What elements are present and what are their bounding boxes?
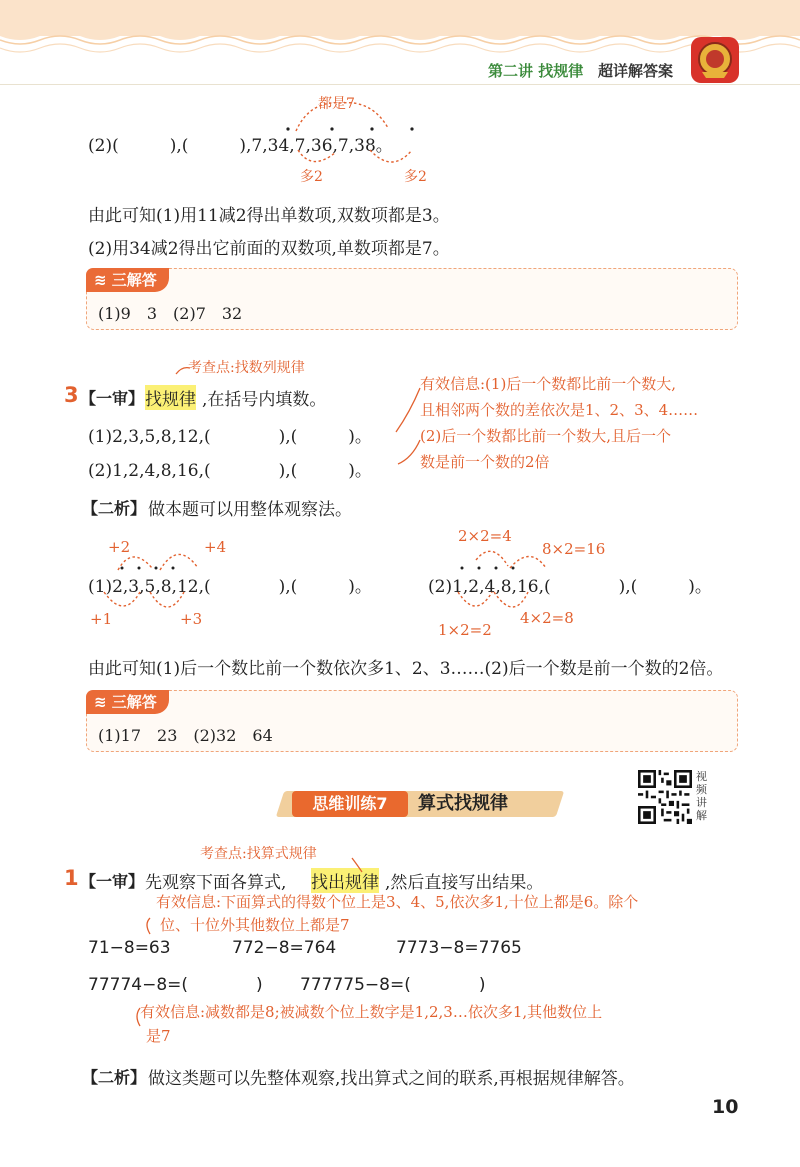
section-banner [280,789,564,819]
qr-code-icon[interactable] [638,770,692,824]
prev-note-right: 多2 [404,169,427,185]
diagram2-bottom-1: 1×2=2 [438,621,492,639]
prev-answer-text: (1)9 3 (2)7 32 [98,304,243,323]
q3-step1-label: 【一审】 [80,389,145,408]
qr-caption: 视频讲解 [696,770,707,822]
q3-keyword: 找规律 [145,385,196,410]
q3-info-3: (2)后一个数都比前一个数大,且后一个 [420,427,672,445]
q1-prefix: 先观察下面各算式, [145,873,287,893]
q3-check-note: 考查点:找数列规律 [188,360,305,376]
section-title: 算式找规律 [418,793,508,814]
header-divider [0,84,800,85]
q1-check-note: 考查点:找算式规律 [200,846,317,862]
section-label: 思维训练7 [292,791,408,817]
q3-info-4: 数是前一个数的2倍 [420,453,550,471]
q1-info-2: 位、十位外其他数位上都是7 [160,916,350,934]
diagram1-plus3: +3 [180,610,203,628]
page-number: 10 [712,1096,739,1118]
q1-info-4: 是7 [146,1027,171,1045]
diagram1-plus4: +4 [204,538,227,556]
diagram2-bottom-2: 4×2=8 [520,609,574,627]
q3-diagram-seq-1: (1)2,3,5,8,12,( ),( )。 [88,577,372,597]
q1-number: 1 [64,866,79,890]
q3-answer-text: (1)17 23 (2)32 64 [98,726,273,745]
q3-instruction: ,在括号内填数。 [202,390,327,410]
prev-note-left: 多2 [300,169,323,185]
diagram2-top-2: 8×2=16 [542,540,606,558]
prev-sequence-line: (2)( ),( ),7,34,7,36,7,38。 [88,136,393,156]
q3-line-1: (1)2,3,5,8,12,( ),( )。 [88,427,372,447]
q3-info-2: 且相邻两个数的差依次是1、2、3、4…… [420,401,699,419]
q3-conclusion: 由此可知(1)后一个数比前一个数依次多1、2、3……(2)后一个数是前一个数的2倍。 [88,659,724,679]
q3-answer-tag: ≋ 三解答 [86,690,169,714]
q3-diagram-seq-2: (2)1,2,4,8,16,( ),( )。 [428,577,712,597]
diagram2-top-1: 2×2=4 [458,527,512,545]
diagram1-plus2: +2 [108,538,131,556]
q1-eq-1: 71−8=63 [88,938,171,958]
q1-suffix: ,然后直接写出结果。 [385,873,544,893]
q1-analysis: 做这类题可以先整体观察,找出算式之间的联系,再根据规律解答。 [148,1069,635,1089]
q1-eq-3: 7773−8=7765 [396,938,522,958]
prev-answer-tag: ≋ 三解答 [86,268,169,292]
q1-info-3: 有效信息:减数都是8;被减数个位上数字是1,2,3…依次多1,其他数位上 [140,1003,603,1021]
prev-conclusion-1: 由此可知(1)用11减2得出单数项,双数项都是3。 [88,206,450,226]
q3-number: 3 [64,383,79,407]
diagram1-plus1: +1 [90,610,113,628]
lion-crest-icon [690,36,740,84]
q1-step1-label: 【一审】 [80,872,145,891]
q1-eq-2: 772−8=764 [232,938,337,958]
q1-eq-4: 77774−8=( ) [88,975,263,995]
q1-step2-label: 【二析】 [82,1068,147,1087]
q3-analysis: 做本题可以用整体观察法。 [148,500,352,520]
prev-conclusion-2: (2)用34减2得出它前面的双数项,单数项都是7。 [88,239,450,259]
q1-eq-5: 777775−8=( ) [300,975,486,995]
q3-info-1: 有效信息:(1)后一个数都比前一个数大, [420,375,677,393]
q3-line-2: (2)1,2,4,8,16,( ),( )。 [88,461,372,481]
q1-keyword: 找出规律 [311,868,379,893]
header-chapter: 第二讲 找规律 [488,62,584,80]
header-wave-band [0,0,800,56]
q3-step2-label: 【二析】 [82,499,147,518]
header-subtitle: 超详解答案 [598,62,674,80]
q1-info-1: 有效信息:下面算式的得数个位上是3、4、5,依次多1,十位上都是6。除个 [156,893,639,911]
prev-note-same: 都是7 [318,96,355,112]
